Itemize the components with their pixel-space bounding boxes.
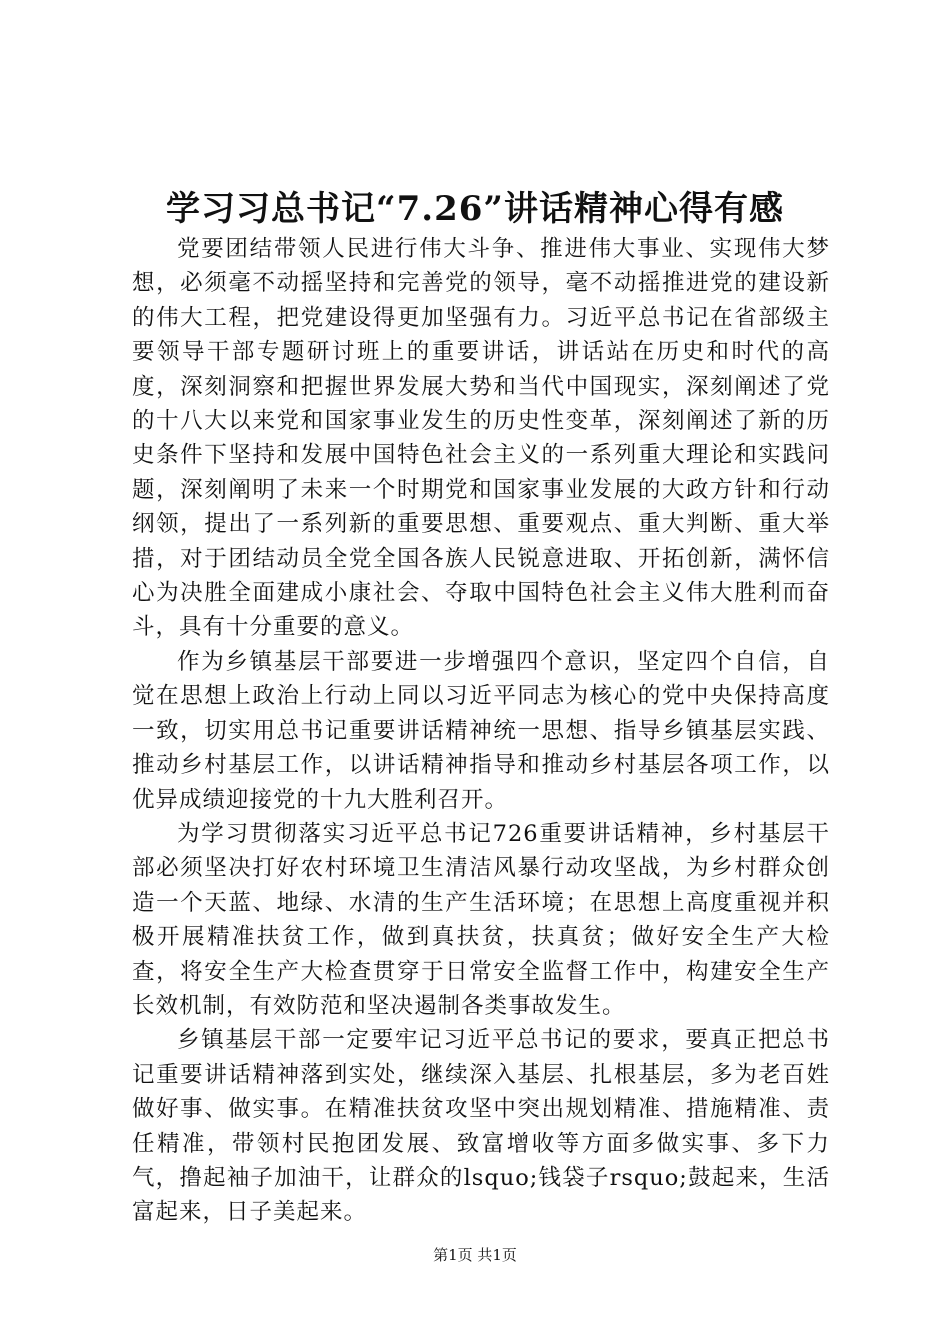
paragraph-2: 作为乡镇基层干部要进一步增强四个意识，坚定四个自信，自觉在思想上政治上行动上同以习近平同志为核心的党中央保持高度一致，切实用总书记重要讲话精神统一思想、指导乡镇基层实践、推动乡村基层工作，以讲话精神指导和推动乡村基层各项工作，以优异成绩迎接党的十九大胜利召开。	[132, 648, 830, 813]
document-body	[132, 232, 830, 1230]
paragraph-3: 为学习贯彻落实习近平总书记726重要讲话精神，乡村基层干部必须坚决打好农村环境卫生清洁风暴行动攻坚战，为乡村群众创造一个天蓝、地绿、水清的生产生活环境；在思想上高度重视并积极开展精准扶贫工作，做到真扶贫，扶真贫；做好安全生产大检查，将安全生产大检查贯穿于日常安全监督工作中，构建安全生产长效机制，有效防范和坚决遏制各类事故发生。	[132, 820, 830, 1019]
document-title: 学习习总书记“7.26”讲话精神心得有感	[166, 189, 784, 229]
paragraph-1: 党要团结带领人民进行伟大斗争、推进伟大事业、实现伟大梦想，必须毫不动摇坚持和完善党的领导，毫不动摇推进党的建设新的伟大工程，把党建设得更加坚强有力。习近平总书记在省部级主要领导干部专题研讨班上的重要讲话，讲话站在历史和时代的高度，深刻洞察和把握世界发展大势和当代中国现实，深刻阐述了党的十八大以来党和国家事业发生的历史性变革，深刻阐述了新的历史条件下坚持和发展中国特色社会主义的一系列重大理论和实践问题，深刻阐明了未来一个时期党和国家事业发展的大政方针和行动纲领，提出了一系列新的重要思想、重要观点、重大判断、重大举措，对于团结动员全党全国各族人民锐意进取、开拓创新，满怀信心为决胜全面建成小康社会、夺取中国特色社会主义伟大胜利而奋斗，具有十分重要的意义。	[132, 236, 830, 641]
paragraph-4: 乡镇基层干部一定要牢记习近平总书记的要求，要真正把总书记重要讲话精神落到实处，继续深入基层、扎根基层，多为老百姓做好事、做实事。在精准扶贫攻坚中突出规划精准、措施精准、责任精准，带领村民抱团发展、致富增收等方面多做实事、多下力气，撸起袖子加油干，让群众的lsquo;钱袋子rsquo;鼓起来，生活富起来，日子美起来。	[132, 1027, 830, 1226]
page-footer: 第1页 共1页	[433, 1246, 517, 1264]
